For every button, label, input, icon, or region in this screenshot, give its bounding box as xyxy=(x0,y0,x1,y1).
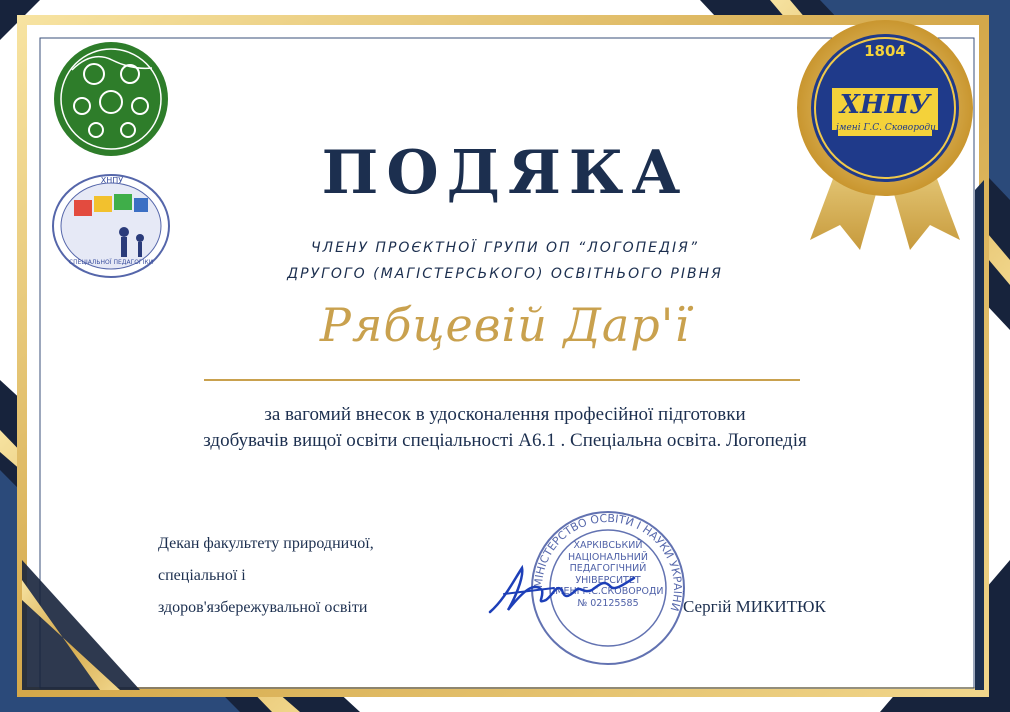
department-logo-bottom-text: СПЕЦІАЛЬНОЇ ПЕДАГОГІКИ xyxy=(68,259,154,266)
recipient-name: Рябцевій Дар'ї xyxy=(319,298,691,352)
stamp-outer-text: МІНІСТЕРСТВО ОСВІТИ І НАУКИ УКРАЇНИ xyxy=(531,511,685,613)
dean-title-line-3: здоров'язбережувальної освіти xyxy=(158,599,368,616)
subtitle-line-2: ДРУГОГО (МАГІСТЕРСЬКОГО) ОСВІТНЬОГО РІВНЯ xyxy=(287,266,723,282)
stamp-code: № 02125585 xyxy=(577,597,639,609)
name-underline xyxy=(204,379,800,381)
signer-name: Сергій МИКИТЮК xyxy=(683,597,826,616)
stamp-line-2: НАЦІОНАЛЬНИЙ xyxy=(568,551,648,563)
dean-title-line-1: Декан факультету природничої, xyxy=(158,535,374,552)
stamp-line-5: ІМЕНІ Г.С.СКОВОРОДИ xyxy=(552,586,664,597)
handwritten-signature-icon xyxy=(484,560,644,620)
department-logo-top-text: ХНПУ xyxy=(100,176,124,185)
medal-year: 1804 xyxy=(864,42,906,60)
certificate-title: ПОДЯКА xyxy=(321,138,689,208)
dean-title-line-2: спеціальної і xyxy=(158,567,246,584)
body-line-1: за вагомий внесок в удосконалення професійної підготовки xyxy=(264,404,746,425)
body-line-2: здобувачів вищої освіти спеціальності А6.1 . Спеціальна освіта. Логопедія xyxy=(203,430,807,451)
stamp-line-1: ХАРКІВСЬКИЙ xyxy=(573,540,643,551)
stamp-line-4: УНІВЕРСИТЕТ xyxy=(575,574,641,586)
medal-abbr: ХНПУ xyxy=(839,90,931,120)
subtitle-line-1: ЧЛЕНУ ПРОЄКТНОЇ ГРУПИ ОП “ЛОГОПЕДІЯ” xyxy=(310,240,700,256)
medal-name: імені Г.С. Сковороди xyxy=(836,123,936,133)
stamp-line-3: ПЕДАГОГІЧНИЙ xyxy=(569,563,647,574)
